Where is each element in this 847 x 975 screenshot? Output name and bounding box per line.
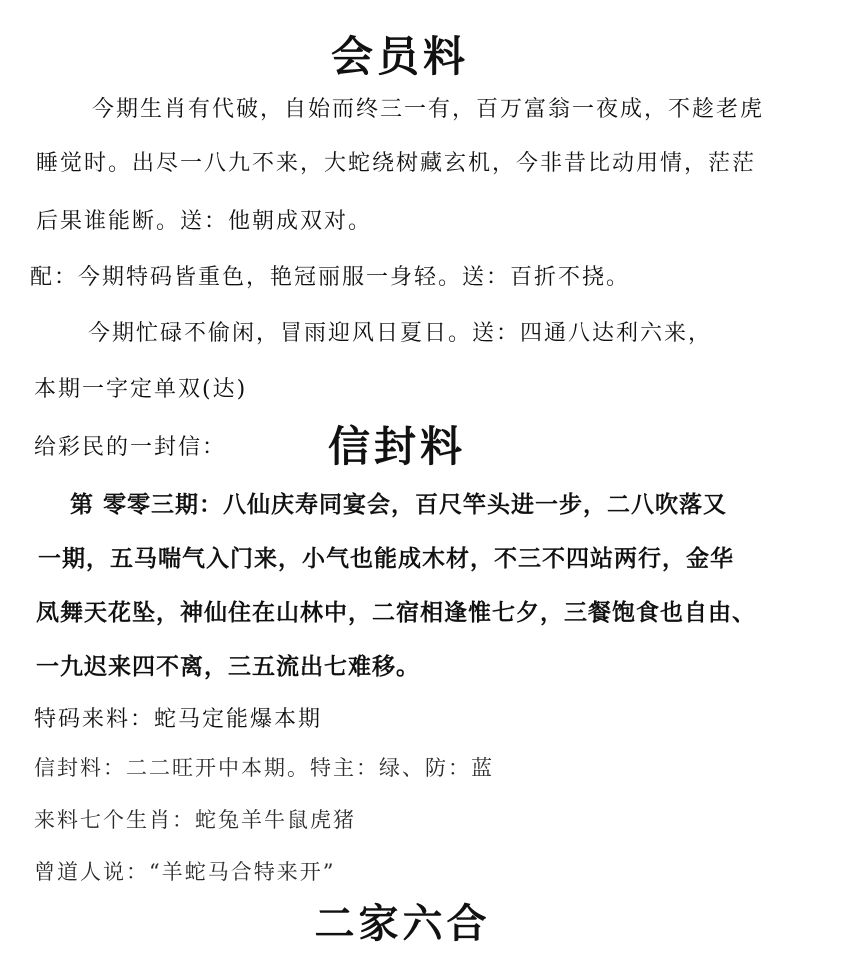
single-double-line: 本期一字定单双(达) — [34, 377, 248, 402]
member-poem-line-2: 睡觉时。出尽一八九不来，大蛇绕树藏玄机，今非昔比动用情，茫茫 — [36, 151, 757, 176]
title-bottom: 二家六合 — [314, 900, 491, 947]
title-envelope-material: 信封料 — [328, 422, 467, 471]
title-member-material: 会员料 — [330, 32, 469, 81]
seven-zodiacs-line: 来料七个生肖：蛇兔羊牛鼠虎猪 — [34, 808, 356, 832]
letter-intro: 给彩民的一封信： — [34, 435, 227, 460]
envelope-line-4: 一九迟来四不离，三五流出七难移。 — [36, 653, 420, 680]
member-poem-line-3: 后果谁能断。送：他朝成双对。 — [36, 209, 373, 234]
envelope-line-2: 一期，五马喘气入门来，小气也能成木材，不三不四站两行，金华 — [38, 545, 734, 572]
taoist-saying-line: 曾道人说：“羊蛇马合特来开” — [34, 860, 336, 884]
special-code-line: 特码来料：蛇马定能爆本期 — [34, 707, 323, 732]
pairing-line: 配：今期特码皆重色，艳冠丽服一身轻。送：百折不挠。 — [30, 265, 631, 290]
envelope-line-3: 凤舞天花坠，神仙住在山林中，二宿相逢惟七夕，三餐饱食也自由、 — [36, 599, 756, 626]
member-poem-line-1: 今期生肖有代破，自始而终三一有，百万富翁一夜成，不趁老虎 — [92, 97, 765, 122]
envelope-info-line: 信封料：二二旺开中本期。特主：绿、防：蓝 — [34, 756, 494, 780]
envelope-line-1: 第 零零三期：八仙庆寿同宴会，百尺竿头进一步，二八吹落又 — [70, 491, 728, 518]
busy-line: 今期忙碌不偷闲，冒雨迎风日夏日。送：四通八达利六来， — [88, 321, 713, 346]
